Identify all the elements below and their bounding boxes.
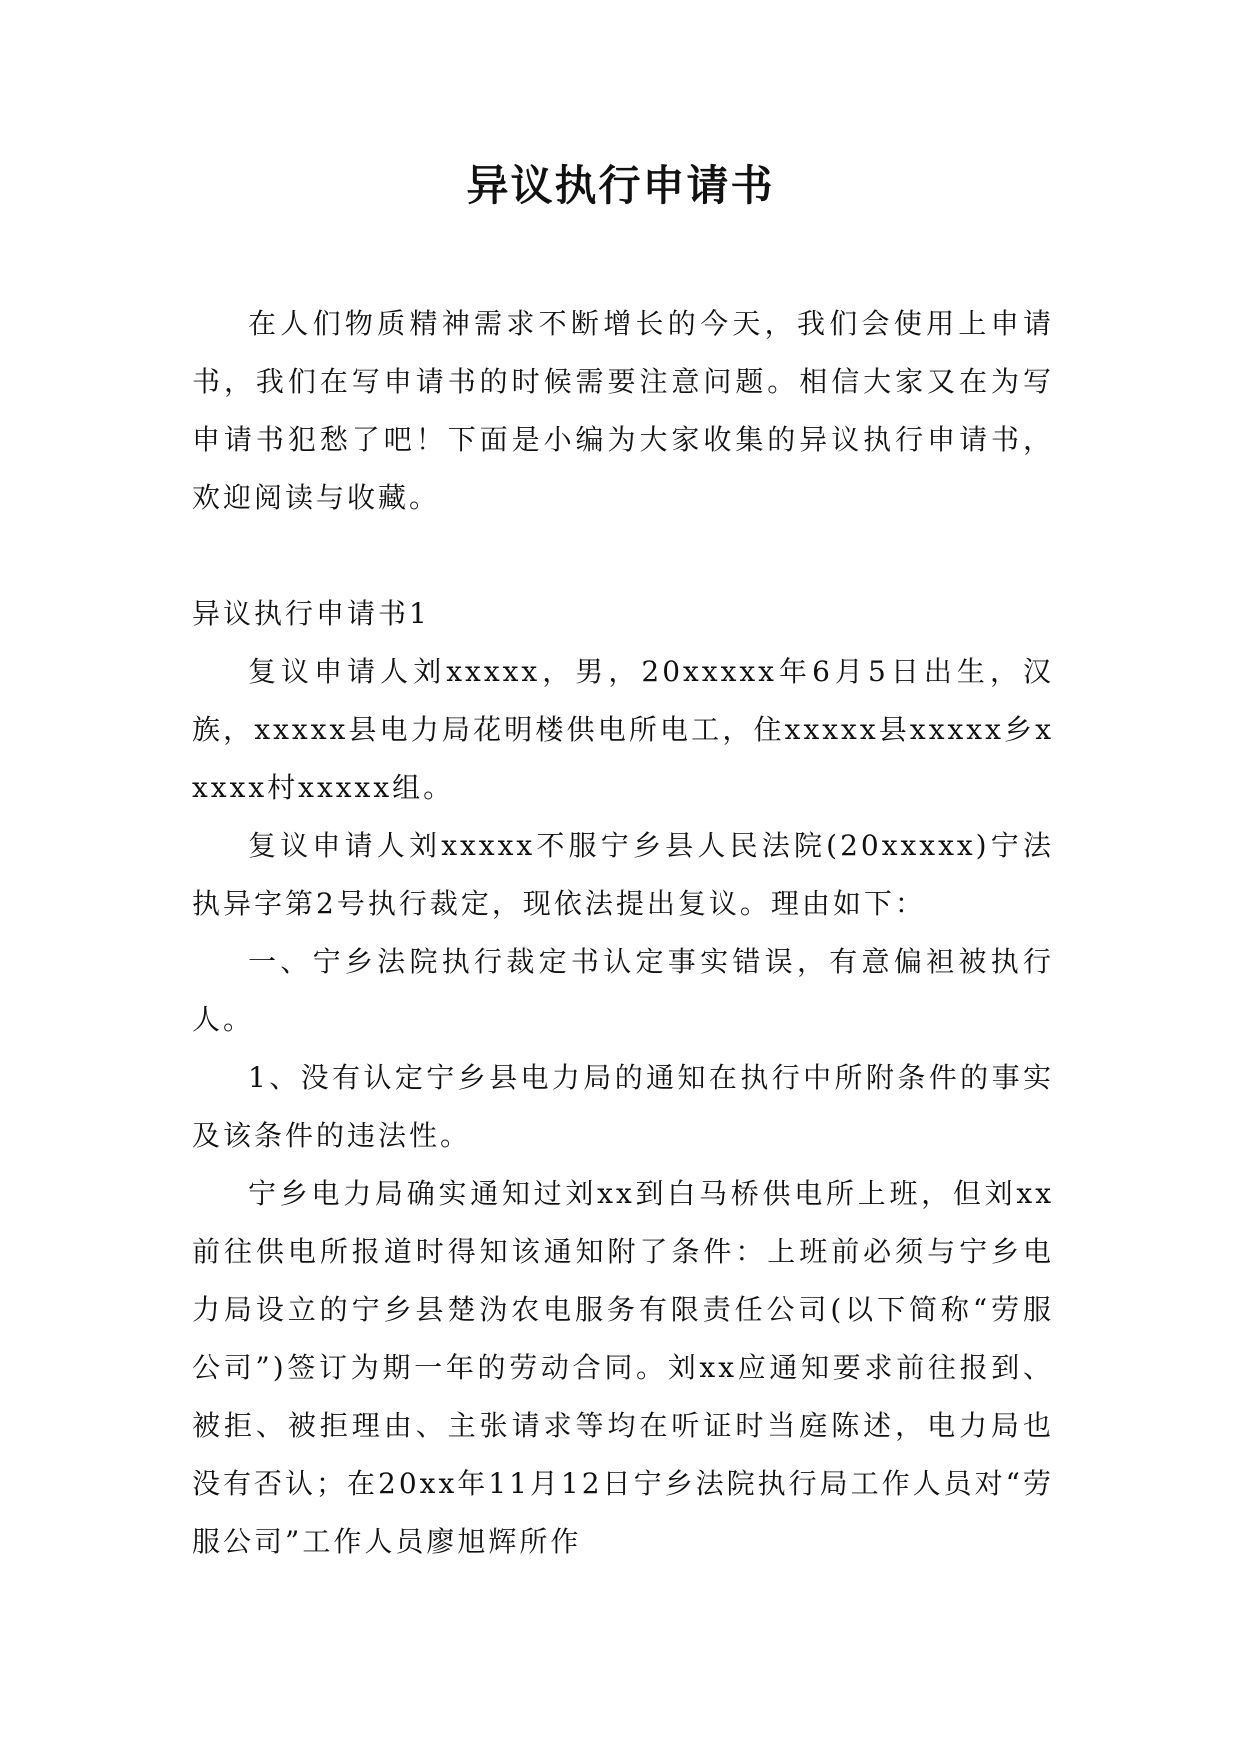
section-heading: 异议执行申请书1 bbox=[192, 597, 430, 630]
body-paragraph: 一、宁乡法院执行裁定书认定事实错误，有意偏袒被执行人。 bbox=[192, 945, 1054, 1036]
body-paragraph: 复议申请人刘xxxxx不服宁乡县人民法院(20xxxxx)宁法执异字第2号执行裁定，现依法提出复议。理由如下： bbox=[192, 829, 1054, 920]
document-body bbox=[192, 295, 1054, 1571]
body-paragraph: 1、没有认定宁乡县电力局的通知在执行中所附条件的事实及该条件的违法性。 bbox=[192, 1061, 1054, 1152]
body-paragraph: 宁乡电力局确实通知过刘xx到白马桥供电所上班，但刘xx前往供电所报道时得知该通知附了条件：上班前必须与宁乡电力局设立的宁乡县楚沩农电服务有限责任公司(以下简称“劳服公司”)签订为期一年的劳动合同。刘xx应通知要求前往报到、被拒、被拒理由、主张请求等均在听证时当庭陈述，电力局也没有否认；在20xx年11月12日宁乡法院执行局工作人员对“劳服公司”工作人员廖旭辉所作 bbox=[192, 1177, 1054, 1558]
body-paragraph: 复议申请人刘xxxxx，男，20xxxxx年6月5日出生，汉族，xxxxx县电力局花明楼供电所电工，住xxxxx县xxxxx乡xxxxx村xxxxx组。 bbox=[192, 655, 1054, 804]
document-title: 异议执行申请书 bbox=[466, 161, 775, 210]
intro-paragraph: 在人们物质精神需求不断增长的今天，我们会使用上申请书，我们在写申请书的时候需要注意问题。相信大家又在为写申请书犯愁了吧！下面是小编为大家收集的异议执行申请书，欢迎阅读与收藏。 bbox=[192, 307, 1054, 514]
